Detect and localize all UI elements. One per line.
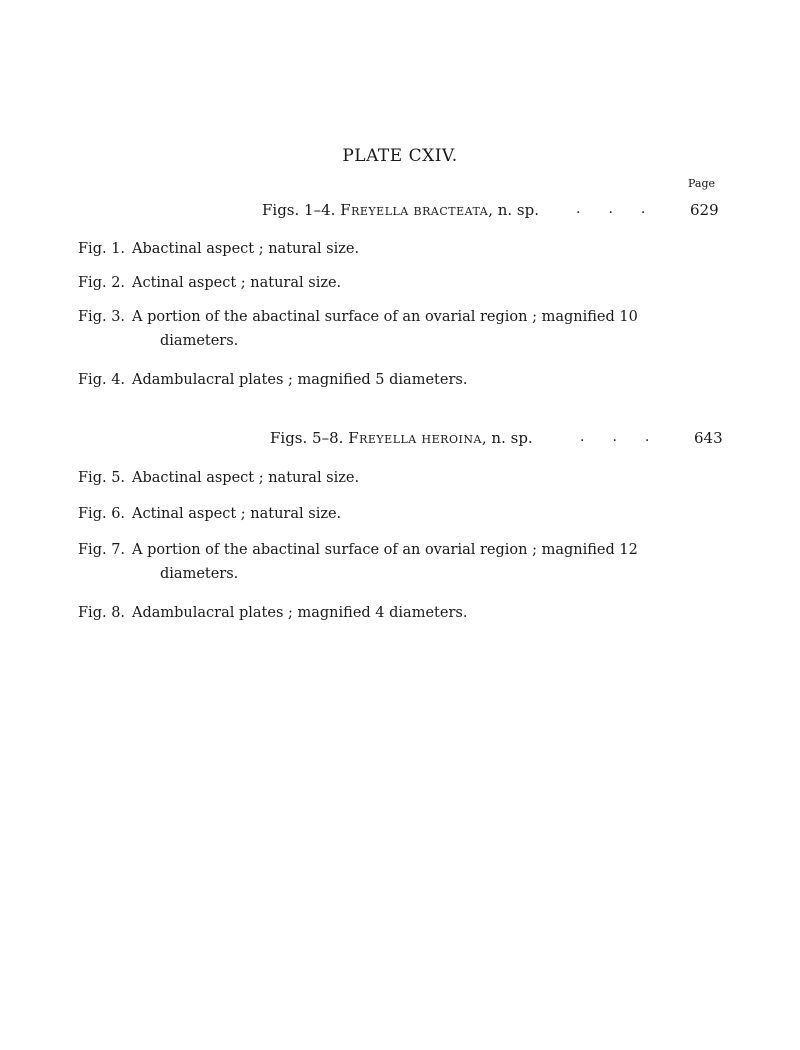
figure-description-continuation: diameters. — [160, 333, 239, 349]
section-caption — [270, 429, 533, 447]
figure-label: Fig. 4. — [78, 372, 126, 388]
figure-label: Fig. 1. — [78, 241, 126, 257]
figure-label: Fig. 7. — [78, 542, 126, 558]
figs-label: Figs. 1–4. — [262, 201, 336, 219]
figs-label: Figs. 5–8. — [270, 429, 344, 447]
species-genus: Freyella — [348, 429, 417, 447]
figure-label: Fig. 2. — [78, 275, 126, 291]
figure-description: Abactinal aspect ; natural size. — [132, 241, 360, 257]
figure-label: Fig. 3. — [78, 309, 126, 325]
figure-entry — [78, 600, 678, 626]
figure-description: Actinal aspect ; natural size. — [132, 506, 342, 522]
figure-description: A portion of the abactinal surface of an ovarial region ; magnified 10 — [132, 309, 638, 325]
figure-entry — [78, 270, 678, 296]
species-name: bracteata — [413, 201, 489, 219]
plate-title: PLATE CXIV. — [342, 146, 458, 166]
figure-description: Actinal aspect ; natural size. — [132, 275, 342, 291]
figure-description-continuation: diameters. — [160, 566, 239, 582]
figure-entry — [78, 537, 678, 587]
species-name: heroina — [421, 429, 482, 447]
species-genus: Freyella — [340, 201, 409, 219]
figure-label: Fig. 8. — [78, 605, 126, 621]
figure-entry — [78, 465, 678, 491]
figure-description: Adambulacral plates ; magnified 5 diameters. — [132, 372, 468, 388]
species-suffix: , n. sp. — [481, 429, 533, 447]
section-page-number: 643 — [694, 429, 723, 447]
figure-entry — [78, 367, 678, 393]
figure-entry — [78, 501, 678, 527]
section-caption — [262, 201, 539, 219]
figure-description: A portion of the abactinal surface of an ovarial region ; magnified 12 — [132, 542, 638, 558]
figure-entry — [78, 236, 678, 262]
figure-description: Adambulacral plates ; magnified 4 diameters. — [132, 605, 468, 621]
section-page-number: 629 — [690, 201, 719, 219]
figure-entry — [78, 304, 678, 354]
page-column-label: Page — [688, 177, 716, 190]
figure-description: Abactinal aspect ; natural size. — [132, 470, 360, 486]
figure-label: Fig. 6. — [78, 506, 126, 522]
figure-label: Fig. 5. — [78, 470, 126, 486]
species-suffix: , n. sp. — [488, 201, 539, 219]
dot-leader: ... — [580, 429, 678, 445]
dot-leader: ... — [576, 201, 674, 217]
